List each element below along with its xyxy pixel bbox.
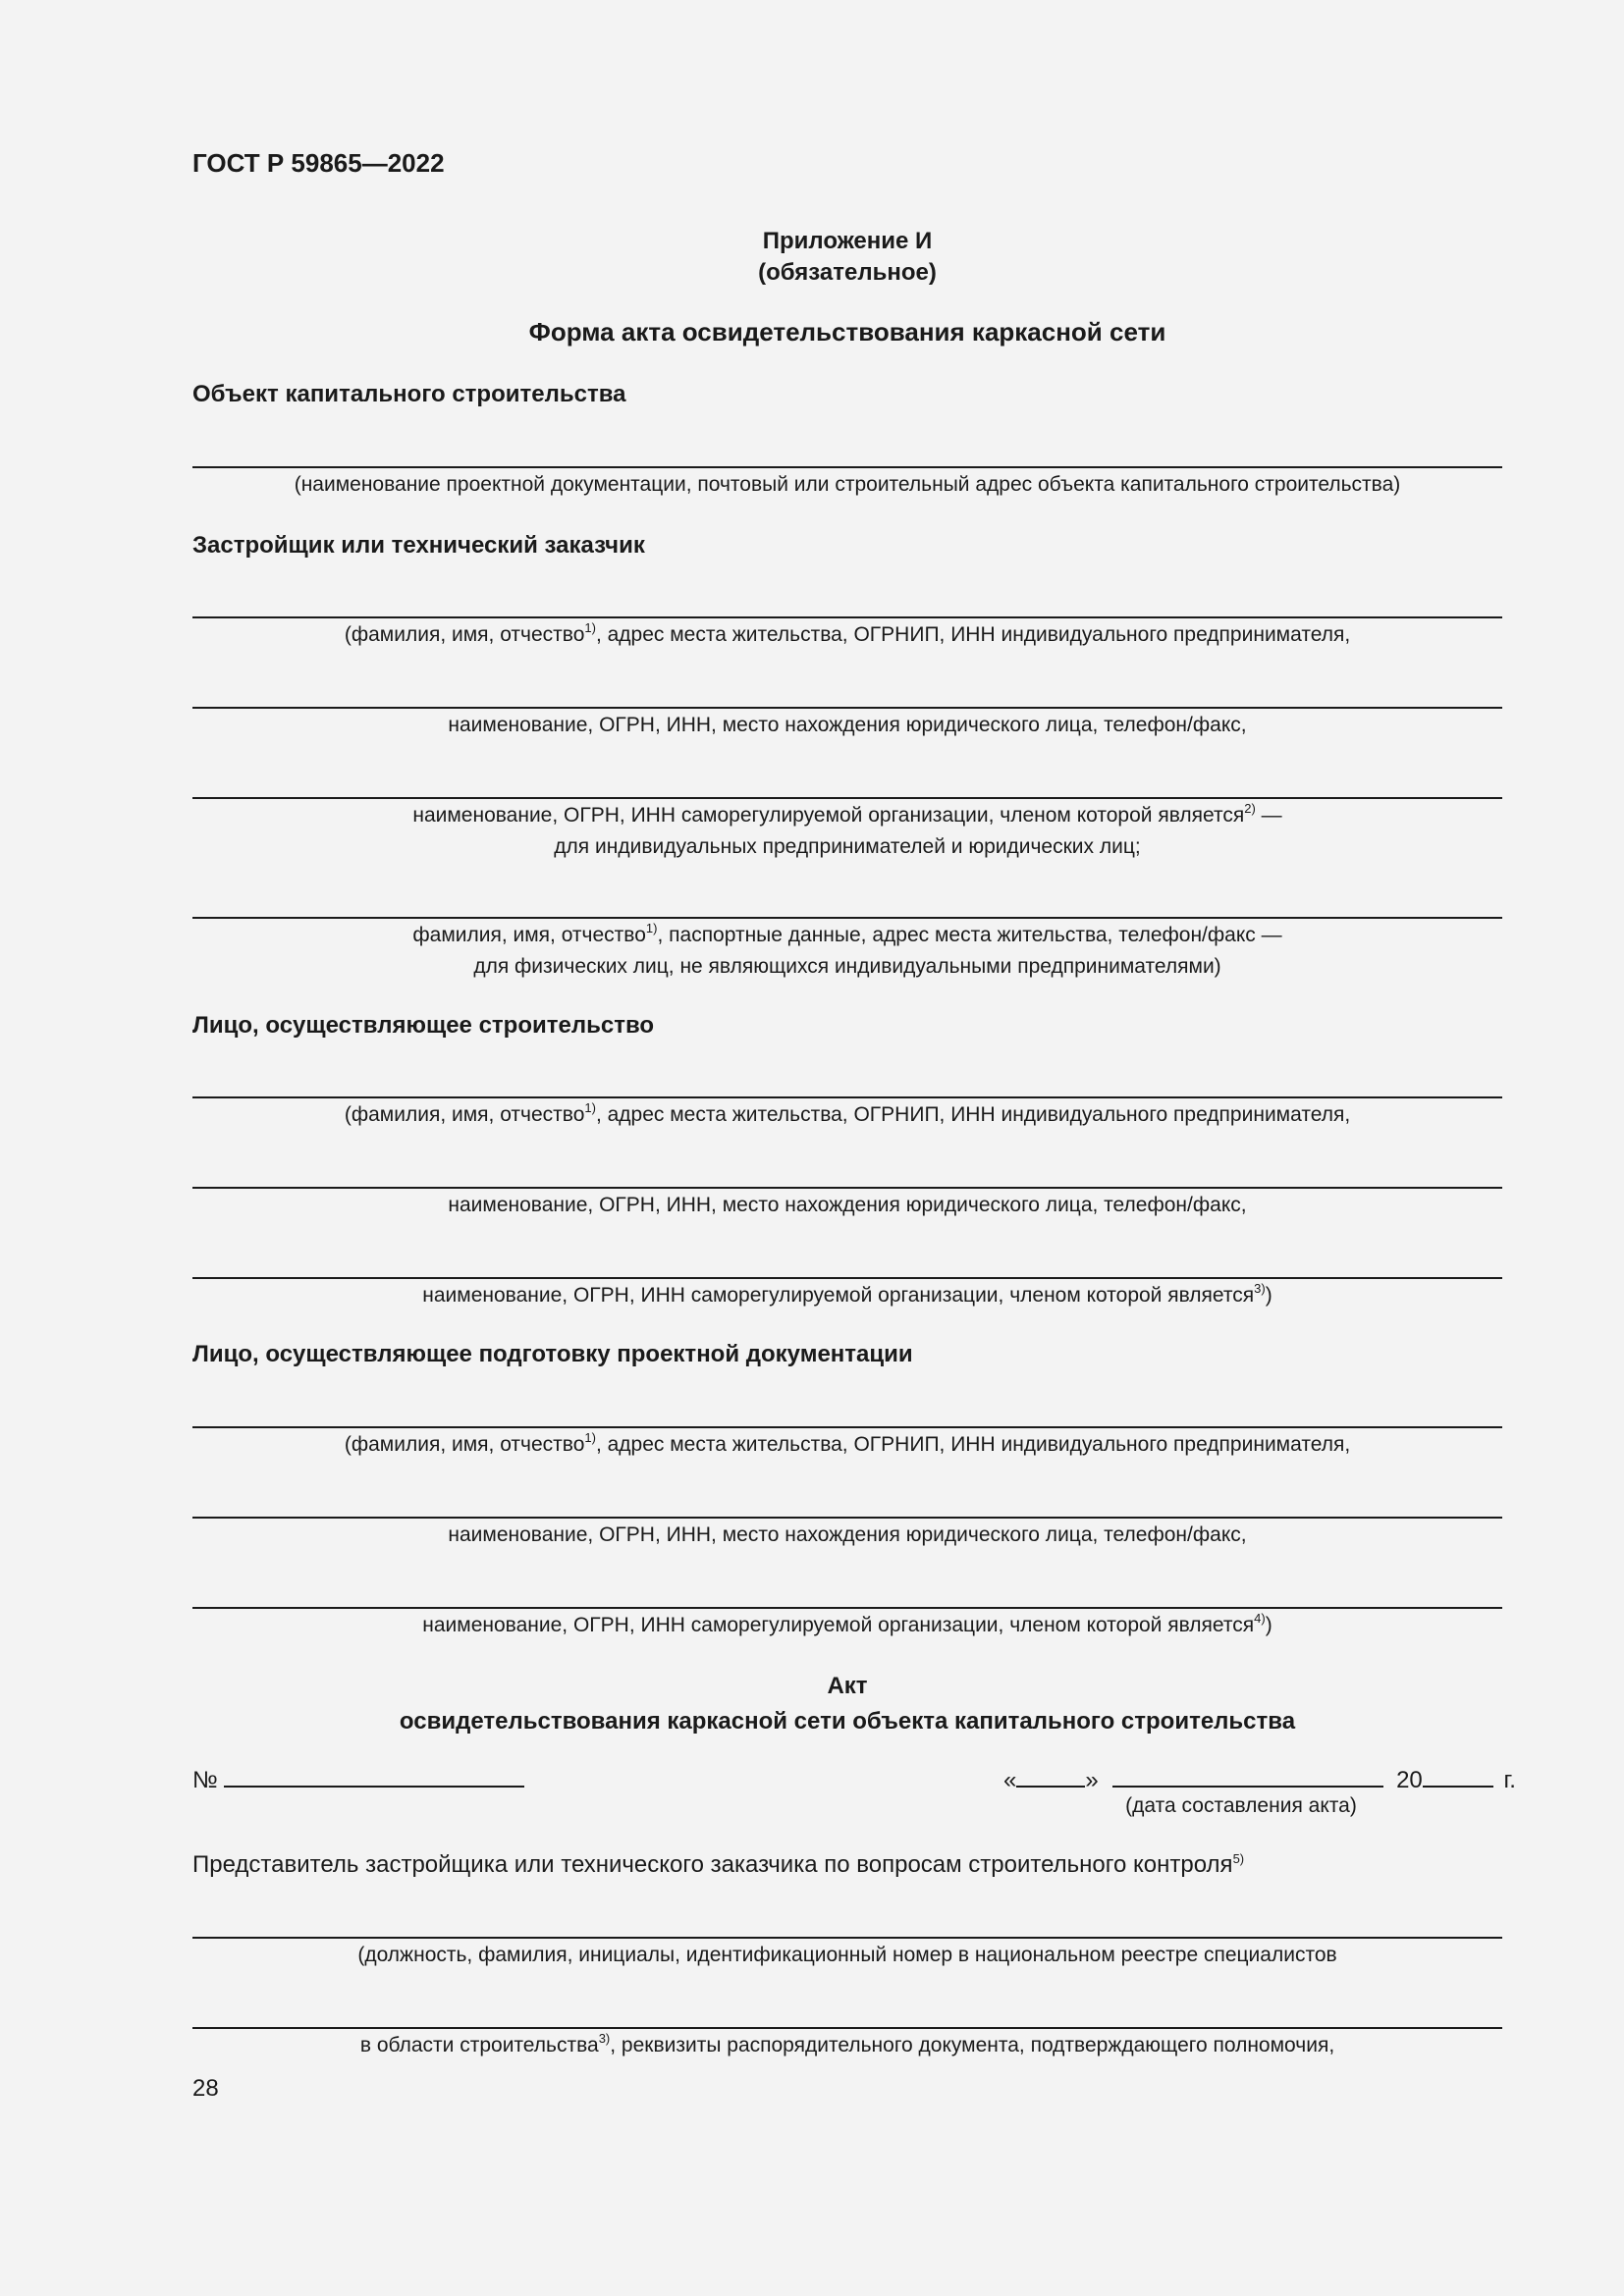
date-day-field[interactable] [1016,1762,1085,1788]
representative-field-line-1[interactable] [192,1937,1502,1939]
designer-caption-2: наименование, ОГРН, ИНН, место нахождения юридического лица, телефон/факс, [448,1523,1247,1546]
developer-caption-2: наименование, ОГРН, ИНН, место нахождения юридического лица, телефон/факс, [448,714,1247,736]
developer-caption-3: наименование, ОГРН, ИНН саморегулируемой организации, членом которой является$^{2)}$ — для индивидуальных предпринимателей и юридических лиц; [412,801,1282,858]
builder-caption-3: наименование, ОГРН, ИНН саморегулируемой организации, членом которой является$^{3)}$) [422,1281,1272,1307]
representative-label: Представитель застройщика или технического заказчика по вопросам строительного контроля$^{5)}$ [192,1851,1245,1878]
document-id: ГОСТ Р 59865—2022 [192,148,445,178]
builder-field-line-3[interactable] [192,1277,1502,1279]
developer-field-line-3[interactable] [192,797,1502,799]
developer-field-line-1[interactable] [192,616,1502,618]
builder-heading: Лицо, осуществляющее строительство [192,1012,655,1039]
object-heading: Объект капитального строительства [192,381,626,407]
appendix-title-block [192,226,1502,289]
date-year-field[interactable] [1423,1762,1493,1788]
appendix-title: Приложение И [762,228,933,254]
developer-field-line-4[interactable] [192,917,1502,919]
representative-caption-1: (должность, фамилия, инициалы, идентификационный номер в национальном реестре специалистов [357,1944,1337,1966]
designer-field-line-3[interactable] [192,1607,1502,1609]
representative-caption-2: в области строительства$^{3)}$, реквизиты распорядительного документа, подтверждающего полномочия, [359,2031,1335,2056]
act-title-block [192,1669,1502,1739]
act-subtitle: освидетельствования каркасной сети объекта капитального строительства [399,1708,1296,1735]
builder-caption-2: наименование, ОГРН, ИНН, место нахождения юридического лица, телефон/факс, [448,1194,1247,1216]
designer-caption-1: (фамилия, имя, отчество$^{1)}$, адрес места жительства, ОГРНИП, ИНН индивидуального предпринимателя, [344,1430,1351,1456]
builder-field-line-2[interactable] [192,1187,1502,1189]
number-label: № [192,1767,218,1793]
developer-caption-1: (фамилия, имя, отчество$^{1)}$, адрес места жительства, ОГРНИП, ИНН индивидуального предпринимателя, [344,620,1351,646]
appendix-status: (обязательное) [758,259,937,286]
page-number: 28 [192,2075,219,2102]
designer-field-line-1[interactable] [192,1426,1502,1428]
act-title: Акт [827,1673,868,1699]
developer-field-line-2[interactable] [192,707,1502,709]
designer-caption-3: наименование, ОГРН, ИНН саморегулируемой организации, членом которой является$^{4)}$) [422,1611,1272,1636]
designer-heading: Лицо, осуществляющее подготовку проектной документации [192,1341,913,1367]
developer-caption-4: фамилия, имя, отчество$^{1)}$, паспортные данные, адрес места жительства, телефон/факс — для физических лиц, не являющихся индивидуальными предпринимателями) [412,921,1282,978]
act-number [192,1762,524,1794]
developer-heading: Застройщик или технический заказчик [192,532,645,559]
form-title: Форма акта освидетельствования каркасной сети [528,317,1166,347]
object-field-line[interactable] [192,466,1502,468]
date-month-field[interactable] [1112,1762,1383,1788]
builder-caption-1: (фамилия, имя, отчество$^{1)}$, адрес места жительства, ОГРНИП, ИНН индивидуального предпринимателя, [344,1100,1351,1126]
object-caption: (наименование проектной документации, почтовый или строительный адрес объекта капитального строительства) [294,473,1401,496]
representative-field-line-2[interactable] [192,2027,1502,2029]
designer-field-line-2[interactable] [192,1517,1502,1519]
builder-field-line-1[interactable] [192,1096,1502,1098]
date-caption: (дата составления акта) [1125,1794,1357,1817]
act-date: « » 20 г. [1003,1762,1516,1794]
act-number-field[interactable] [224,1762,524,1788]
